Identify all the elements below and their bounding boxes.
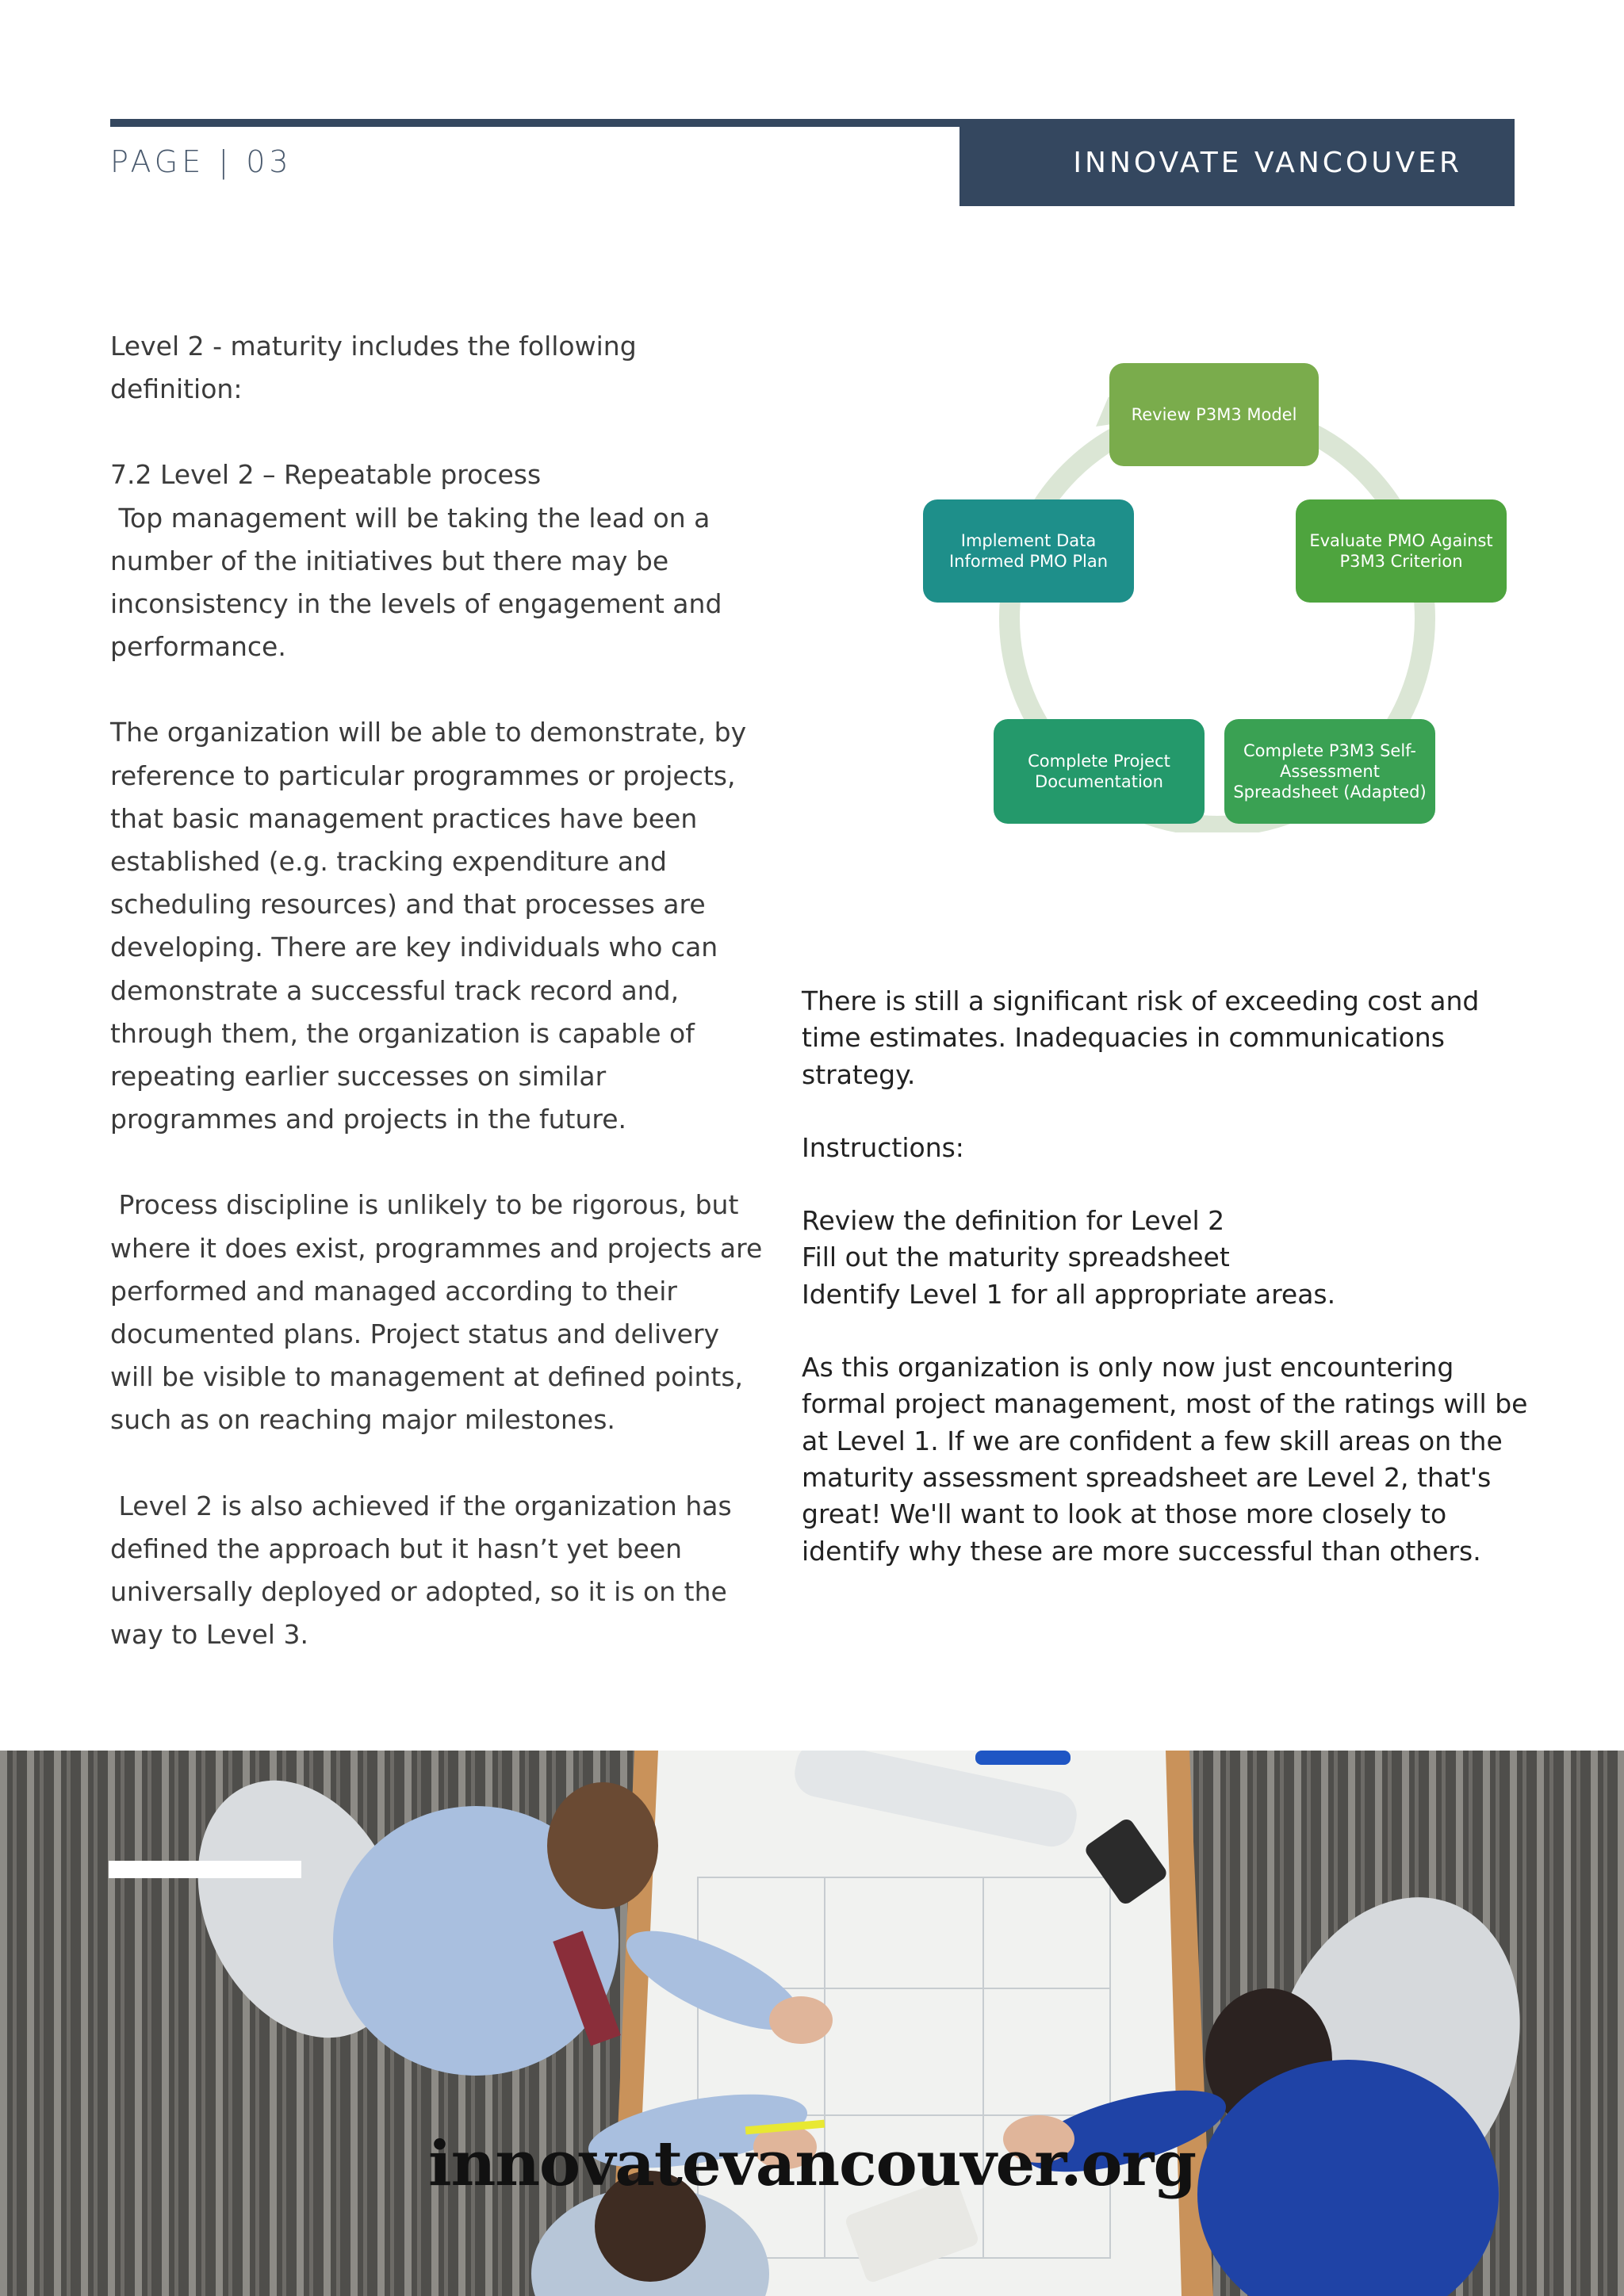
node-implement-pmo-plan: Implement Data Informed PMO Plan: [923, 499, 1134, 603]
instruction-step-2: Fill out the maturity spreadsheet: [802, 1242, 1230, 1273]
page-number: PAGE | 03: [110, 144, 293, 179]
node-complete-self-assessment: Complete P3M3 Self-Assessment Spreadsheet (Adapted): [1224, 719, 1435, 824]
instructions-label: Instructions:: [802, 1131, 964, 1163]
instruction-step-1: Review the definition for Level 2: [802, 1205, 1225, 1237]
accent-bar: [109, 1861, 301, 1878]
node-complete-project-documentation: Complete Project Documentation: [994, 719, 1205, 824]
office-photo: [0, 1751, 1624, 2296]
closing-paragraph: As this organization is only now just encountering formal project management, most of the ratings will be at Level 1. If we are confident a few skill areas on the maturity assessment spreadsheet are Level 2, that's great! We'll want to look at those more closely to identify why these are more successful than others.: [802, 1352, 1528, 1567]
photo-illustration: [0, 1751, 1624, 2296]
cycle-diagram: [920, 357, 1515, 832]
section-heading: 7.2 Level 2 – Repeatable process: [110, 459, 542, 491]
instruction-step-3: Identify Level 1 for all appropriate areas.: [802, 1278, 1336, 1310]
paragraph-1: Top management will be taking the lead on a number of the initiatives but there may be inconsistency in the levels of engagement and performance.: [110, 502, 730, 663]
paragraph-2: The organization will be able to demonstrate, by reference to particular programmes or projects, that basic management practices have been established (e.g. tracking expenditure and scheduling resources) and that processes are developing. There are key individuals who can demonstrate a successful track record and, through them, the organization is capable of repeating earlier successes on similar programmes and projects in the future.: [110, 717, 755, 1135]
left-column: [110, 325, 771, 1699]
brand-banner: [959, 119, 1515, 206]
node-review-p3m3-model: Review P3M3 Model: [1109, 363, 1319, 466]
right-column: [802, 983, 1543, 1606]
paragraph-4: Level 2 is also achieved if the organization has defined the approach but it hasn’t yet been universally deployed or adopted, so it is on the way to Level 3.: [110, 1490, 741, 1651]
brand-name: INNOVATE VANCOUVER: [1073, 146, 1462, 179]
node-evaluate-pmo: Evaluate PMO Against P3M3 Criterion: [1296, 499, 1507, 603]
intro-text: Level 2 - maturity includes the following definition:: [110, 331, 645, 405]
risk-paragraph: There is still a significant risk of exceeding cost and time estimates. Inadequacies in communications strategy.: [802, 985, 1480, 1090]
paragraph-3: Process discipline is unlikely to be rigorous, but where it does exist, programmes and projects are performed and managed according to their documented plans. Project status and delivery will be visible to management at defined points, such as on reaching major milestones.: [110, 1189, 771, 1436]
website-url[interactable]: innovatevancouver.org: [427, 2128, 1197, 2200]
